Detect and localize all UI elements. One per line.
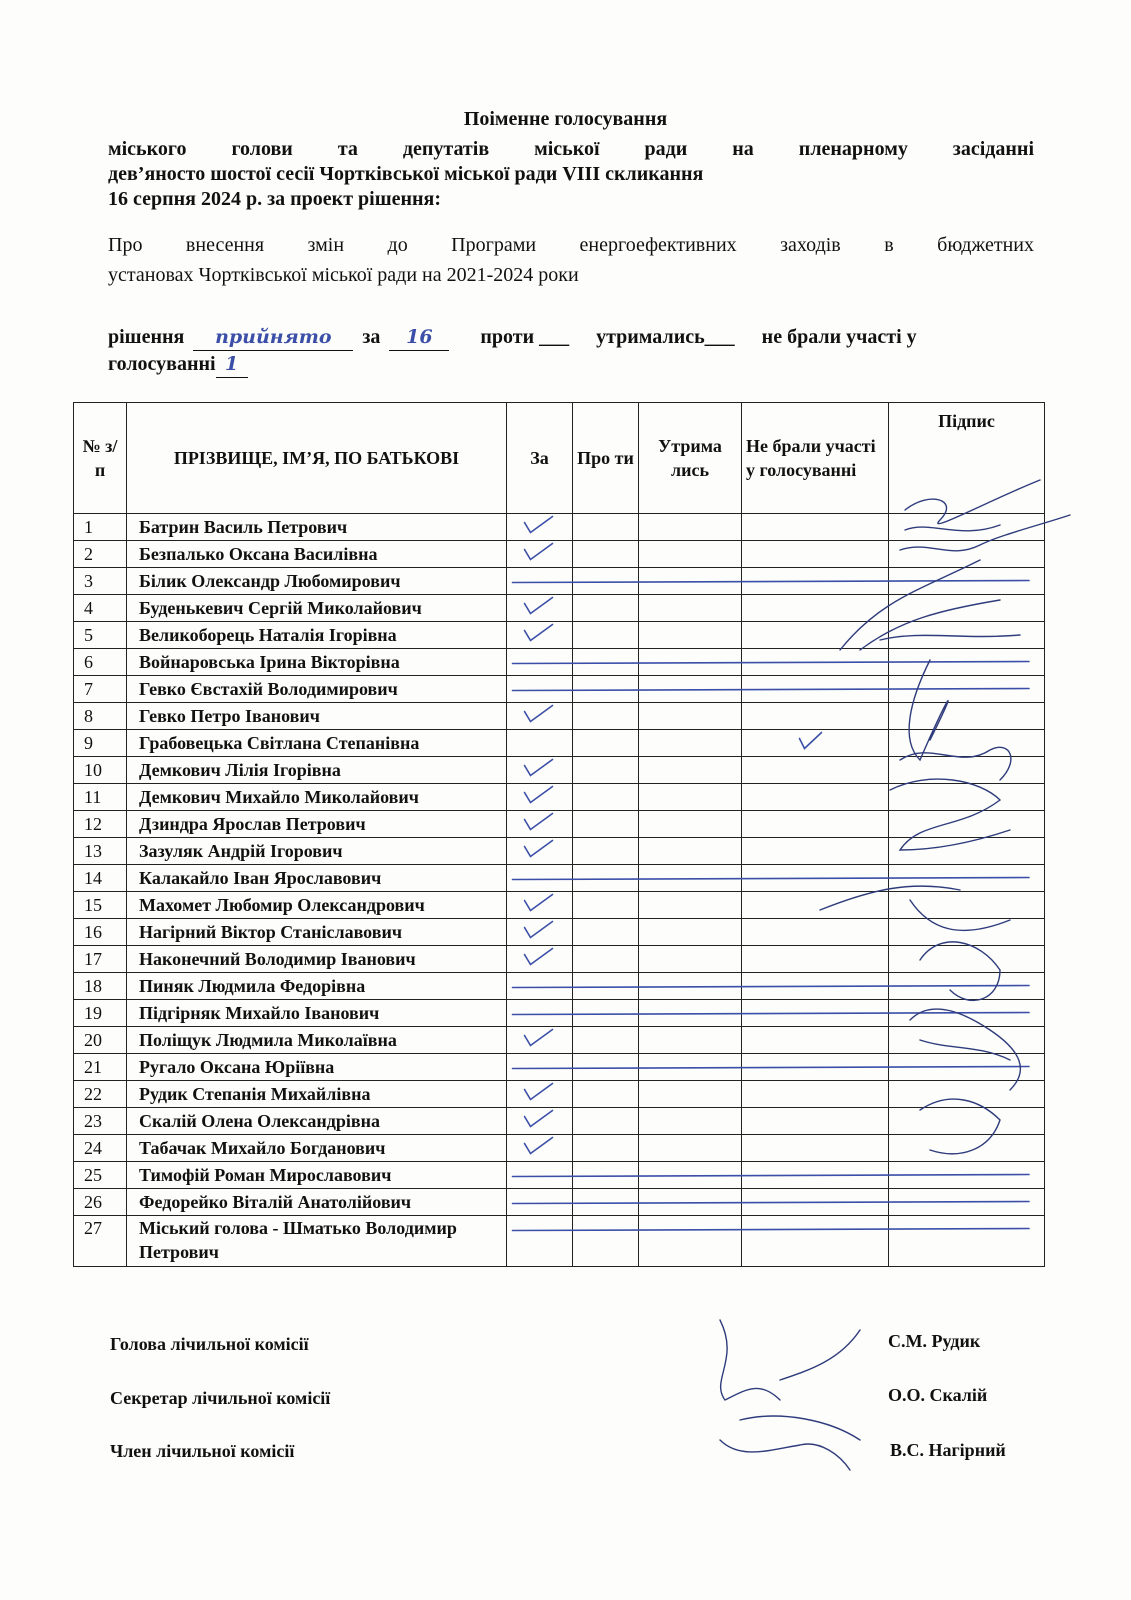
row-against — [573, 1000, 639, 1027]
table-row — [74, 1162, 1045, 1189]
table-row — [74, 784, 1045, 811]
row-against — [573, 1189, 639, 1216]
row-signature — [889, 1216, 1045, 1267]
row-abstained — [639, 514, 742, 541]
signature-scribble — [720, 1440, 850, 1470]
table-row — [74, 676, 1045, 703]
member-name: В.С. Нагірний — [890, 1440, 1006, 1460]
row-name: Демкович Михайло Миколайович — [127, 784, 507, 811]
row-abstained — [639, 1135, 742, 1162]
row-not-participated — [742, 568, 889, 595]
table-row — [74, 1135, 1045, 1162]
row-for — [507, 703, 573, 730]
table-row — [74, 946, 1045, 973]
not-participated-label: не брали участі у — [761, 326, 917, 348]
row-signature — [889, 1081, 1045, 1108]
row-not-participated — [742, 811, 889, 838]
row-signature — [889, 676, 1045, 703]
row-not-participated — [742, 649, 889, 676]
row-signature — [889, 784, 1045, 811]
row-signature — [889, 568, 1045, 595]
row-against — [573, 541, 639, 568]
row-abstained — [639, 1162, 742, 1189]
row-for — [507, 1162, 573, 1189]
row-name: Безпалько Оксана Василівна — [127, 541, 507, 568]
row-not-participated — [742, 703, 889, 730]
row-not-participated — [742, 514, 889, 541]
row-name: Тимофій Роман Мирославович — [127, 1162, 507, 1189]
row-against — [573, 1135, 639, 1162]
table-row — [74, 1216, 1045, 1267]
table-row — [74, 568, 1045, 595]
table-row — [74, 1189, 1045, 1216]
row-signature — [889, 1000, 1045, 1027]
row-name: Нагірний Віктор Станіславович — [127, 919, 507, 946]
table-row — [74, 811, 1045, 838]
row-num: 4 — [74, 595, 127, 622]
row-abstained — [639, 973, 742, 1000]
row-against — [573, 1162, 639, 1189]
row-not-participated — [742, 676, 889, 703]
not-participated-value: 1 — [224, 353, 239, 375]
row-signature — [889, 892, 1045, 919]
header-name: ПРІЗВИЩЕ, ІМ’Я, ПО БАТЬКОВІ — [127, 403, 507, 514]
row-abstained — [639, 649, 742, 676]
row-num: 10 — [74, 757, 127, 784]
row-for — [507, 1054, 573, 1081]
row-for — [507, 973, 573, 1000]
row-against — [573, 811, 639, 838]
table-row — [74, 1054, 1045, 1081]
row-for — [507, 1216, 573, 1267]
row-name: Пиняк Людмила Федорівна — [127, 973, 507, 1000]
row-not-participated — [742, 1108, 889, 1135]
row-signature — [889, 1108, 1045, 1135]
row-abstained — [639, 838, 742, 865]
table-row — [74, 1108, 1045, 1135]
row-abstained — [639, 757, 742, 784]
row-not-participated — [742, 1135, 889, 1162]
row-num: 26 — [74, 1189, 127, 1216]
member-label: Член лічильної комісії — [110, 1441, 295, 1461]
chair-name: С.М. Рудик — [888, 1331, 981, 1351]
row-name: Наконечний Володимир Іванович — [127, 946, 507, 973]
row-num: 8 — [74, 703, 127, 730]
row-against — [573, 1054, 639, 1081]
table-row — [74, 541, 1045, 568]
row-not-participated — [742, 595, 889, 622]
row-against — [573, 973, 639, 1000]
row-against — [573, 730, 639, 757]
row-against — [573, 676, 639, 703]
row-signature — [889, 1162, 1045, 1189]
row-abstained — [639, 730, 742, 757]
row-for — [507, 1027, 573, 1054]
row-not-participated — [742, 757, 889, 784]
document-title: Поіменне голосування — [463, 108, 668, 130]
row-abstained — [639, 1189, 742, 1216]
row-not-participated — [742, 1189, 889, 1216]
table-row — [74, 973, 1045, 1000]
row-for — [507, 892, 573, 919]
row-num: 5 — [74, 622, 127, 649]
row-not-participated — [742, 1054, 889, 1081]
table-row — [74, 1000, 1045, 1027]
row-num: 18 — [74, 973, 127, 1000]
table-row — [74, 730, 1045, 757]
header-line-3: 16 серпня 2024 р. за проект рішення: — [108, 188, 441, 210]
row-abstained — [639, 541, 742, 568]
row-for — [507, 946, 573, 973]
row-abstained — [639, 595, 742, 622]
row-for — [507, 865, 573, 892]
row-against — [573, 757, 639, 784]
row-signature — [889, 811, 1045, 838]
decision-value: прийнято — [215, 326, 332, 348]
table-row — [74, 919, 1045, 946]
row-signature — [889, 649, 1045, 676]
row-against — [573, 946, 639, 973]
voting-table — [73, 402, 1045, 1267]
against-label: проти — [480, 326, 535, 348]
row-against — [573, 703, 639, 730]
row-num: 9 — [74, 730, 127, 757]
row-abstained — [639, 784, 742, 811]
row-signature — [889, 703, 1045, 730]
row-signature — [889, 1189, 1045, 1216]
header-line-1: міського голови та депутатів міської ради на пленарному засіданні — [108, 138, 1034, 160]
against-blank: ___ — [539, 326, 570, 348]
decision-field — [193, 325, 353, 351]
table-header-row — [74, 403, 1045, 514]
row-abstained — [639, 622, 742, 649]
for-field — [389, 325, 449, 351]
decision-label: рішення — [108, 326, 185, 348]
row-signature — [889, 1054, 1045, 1081]
row-abstained — [639, 676, 742, 703]
row-num: 19 — [74, 1000, 127, 1027]
header-not-participated: Не брали участі у голосуванні — [742, 403, 889, 514]
row-num: 14 — [74, 865, 127, 892]
row-for — [507, 595, 573, 622]
table-row — [74, 703, 1045, 730]
row-num: 25 — [74, 1162, 127, 1189]
row-num: 1 — [74, 514, 127, 541]
row-abstained — [639, 811, 742, 838]
signature-scribble — [720, 1320, 780, 1400]
row-num: 16 — [74, 919, 127, 946]
row-for — [507, 1108, 573, 1135]
row-against — [573, 1081, 639, 1108]
table-row — [74, 1027, 1045, 1054]
row-against — [573, 1108, 639, 1135]
row-name: Гевко Петро Іванович — [127, 703, 507, 730]
row-name: Войнаровська Ірина Вікторівна — [127, 649, 507, 676]
row-against — [573, 784, 639, 811]
secretary-label: Секретар лічильної комісії — [110, 1388, 331, 1408]
row-for — [507, 838, 573, 865]
header-for: За — [507, 403, 573, 514]
row-not-participated — [742, 838, 889, 865]
row-name: Гевко Євстахій Володимирович — [127, 676, 507, 703]
row-signature — [889, 838, 1045, 865]
row-for — [507, 1081, 573, 1108]
row-num: 7 — [74, 676, 127, 703]
row-not-participated — [742, 541, 889, 568]
row-for — [507, 568, 573, 595]
row-abstained — [639, 1081, 742, 1108]
row-not-participated — [742, 892, 889, 919]
row-signature — [889, 595, 1045, 622]
row-name: Грабовецька Світлана Степанівна — [127, 730, 507, 757]
row-not-participated — [742, 973, 889, 1000]
row-signature — [889, 514, 1045, 541]
row-against — [573, 622, 639, 649]
header-abstained: Утрима лись — [639, 403, 742, 514]
result-line — [108, 325, 1034, 351]
row-not-participated — [742, 865, 889, 892]
row-abstained — [639, 703, 742, 730]
row-signature — [889, 865, 1045, 892]
row-for — [507, 649, 573, 676]
row-against — [573, 1027, 639, 1054]
project-line-1: Про внесення змін до Програми енергоефективних заходів в бюджетних — [108, 234, 1034, 256]
row-against — [573, 838, 639, 865]
for-label: за — [362, 326, 381, 348]
row-name: Калакайло Іван Ярославович — [127, 865, 507, 892]
row-signature — [889, 1135, 1045, 1162]
row-signature — [889, 946, 1045, 973]
row-num: 17 — [74, 946, 127, 973]
row-name: Поліщук Людмила Миколаївна — [127, 1027, 507, 1054]
row-not-participated — [742, 784, 889, 811]
row-num: 21 — [74, 1054, 127, 1081]
row-name: Табачак Михайло Богданович — [127, 1135, 507, 1162]
row-signature — [889, 622, 1045, 649]
table-row — [74, 595, 1045, 622]
row-for — [507, 811, 573, 838]
row-name: Міський голова - Шматько Володимир Петрович — [127, 1216, 507, 1267]
table-row — [74, 649, 1045, 676]
header-line-2: дев’яносто шостої сесії Чортківської міської ради VIII скликання — [108, 163, 704, 185]
row-for — [507, 1189, 573, 1216]
row-num: 15 — [74, 892, 127, 919]
table-row — [74, 514, 1045, 541]
row-num: 20 — [74, 1027, 127, 1054]
row-not-participated — [742, 622, 889, 649]
row-signature — [889, 757, 1045, 784]
row-name: Великоборець Наталія Ігорівна — [127, 622, 507, 649]
row-num: 24 — [74, 1135, 127, 1162]
row-abstained — [639, 1108, 742, 1135]
row-against — [573, 919, 639, 946]
table-row — [74, 622, 1045, 649]
not-participated-label-2: голосуванні — [108, 353, 216, 375]
not-participated-field — [216, 352, 248, 378]
row-for — [507, 919, 573, 946]
row-num: 3 — [74, 568, 127, 595]
row-not-participated — [742, 1000, 889, 1027]
row-abstained — [639, 1000, 742, 1027]
abstained-label: утримались___ — [596, 326, 735, 348]
row-for — [507, 1135, 573, 1162]
row-abstained — [639, 892, 742, 919]
row-for — [507, 757, 573, 784]
row-name: Білик Олександр Любомирович — [127, 568, 507, 595]
row-name: Скалій Олена Олександрівна — [127, 1108, 507, 1135]
row-for — [507, 514, 573, 541]
secretary-name: О.О. Скалій — [888, 1385, 988, 1405]
row-against — [573, 649, 639, 676]
row-name: Дзиндра Ярослав Петрович — [127, 811, 507, 838]
header-against: Про ти — [573, 403, 639, 514]
for-value: 16 — [406, 326, 433, 348]
row-num: 27 — [74, 1216, 127, 1267]
row-for — [507, 541, 573, 568]
row-not-participated — [742, 1081, 889, 1108]
row-name: Зазуляк Андрій Ігорович — [127, 838, 507, 865]
row-abstained — [639, 1054, 742, 1081]
row-abstained — [639, 946, 742, 973]
table-row — [74, 1081, 1045, 1108]
project-line-2: установах Чортківської міської ради на 2021-2024 роки — [108, 264, 579, 286]
header-num: № з/п — [74, 403, 127, 514]
row-for — [507, 1000, 573, 1027]
row-abstained — [639, 1216, 742, 1267]
row-name: Федорейко Віталій Анатолійович — [127, 1189, 507, 1216]
row-signature — [889, 973, 1045, 1000]
row-not-participated — [742, 730, 889, 757]
row-for — [507, 622, 573, 649]
row-num: 12 — [74, 811, 127, 838]
row-signature — [889, 919, 1045, 946]
row-for — [507, 730, 573, 757]
row-abstained — [639, 865, 742, 892]
row-name: Демкович Лілія Ігорівна — [127, 757, 507, 784]
row-abstained — [639, 1027, 742, 1054]
row-num: 23 — [74, 1108, 127, 1135]
row-against — [573, 595, 639, 622]
row-name: Батрин Василь Петрович — [127, 514, 507, 541]
row-abstained — [639, 919, 742, 946]
row-against — [573, 1216, 639, 1267]
row-name: Підгірняк Михайло Іванович — [127, 1000, 507, 1027]
row-not-participated — [742, 946, 889, 973]
row-num: 22 — [74, 1081, 127, 1108]
result-line-2 — [108, 352, 1034, 378]
row-signature — [889, 730, 1045, 757]
row-num: 13 — [74, 838, 127, 865]
row-signature — [889, 541, 1045, 568]
row-num: 11 — [74, 784, 127, 811]
row-against — [573, 514, 639, 541]
header-signature: Підпис — [889, 403, 1045, 514]
row-against — [573, 865, 639, 892]
row-not-participated — [742, 1216, 889, 1267]
row-not-participated — [742, 1162, 889, 1189]
row-name: Буденькевич Сергій Миколайович — [127, 595, 507, 622]
row-for — [507, 676, 573, 703]
row-not-participated — [742, 1027, 889, 1054]
row-signature — [889, 1027, 1045, 1054]
table-row — [74, 892, 1045, 919]
row-against — [573, 892, 639, 919]
table-row — [74, 838, 1045, 865]
row-name: Рудик Степанія Михайлівна — [127, 1081, 507, 1108]
chair-label: Голова лічильної комісії — [110, 1334, 309, 1354]
row-name: Ругало Оксана Юріївна — [127, 1054, 507, 1081]
signature-scribble — [740, 1330, 860, 1440]
row-against — [573, 568, 639, 595]
row-name: Махомет Любомир Олександрович — [127, 892, 507, 919]
row-num: 2 — [74, 541, 127, 568]
row-not-participated — [742, 919, 889, 946]
row-for — [507, 784, 573, 811]
table-row — [74, 757, 1045, 784]
table-row — [74, 865, 1045, 892]
row-abstained — [639, 568, 742, 595]
row-num: 6 — [74, 649, 127, 676]
